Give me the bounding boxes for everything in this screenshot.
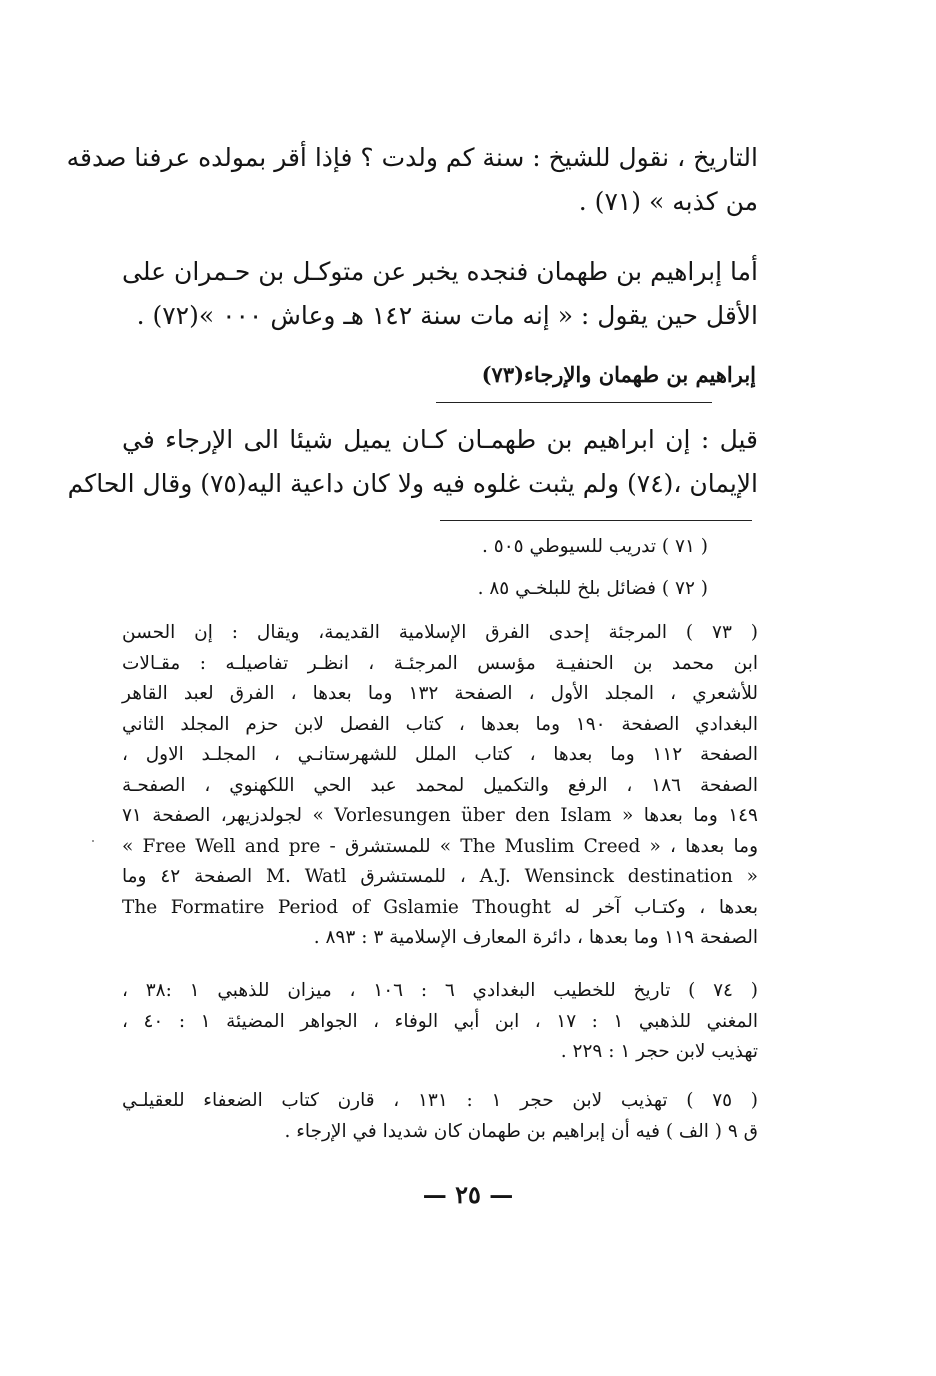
footnote-73-line-5: الصفحة ١١٢ وما بعدها ، كتاب الملل للشهرستانـي ، المجلـد الاول ، bbox=[122, 744, 758, 765]
paragraph-2-line-2: الأقل حين يقول : « إنه مات سنة ١٤٢ هـ وعاش ٠٠٠ »(٧٢) . bbox=[136, 301, 758, 330]
footnote-74-line-1: ( ٧٤ ) تاريخ للخطيب البغدادي ٦ : ١٠٦ ، ميزان للذهبي ١ :٣٨ ، bbox=[122, 980, 758, 1001]
footnote-73-line-2: ابن محمد بن الحنفيـة مؤسس المرجئـة ، انظـر تفاصيلـه : مقـالات bbox=[122, 652, 758, 674]
footnote-75-line-2: ق ٩ ( الف ) فيه أن إبراهيم بن طهمان كان شديدا في الإرجاء . bbox=[284, 1120, 758, 1142]
footnote-71-text: ( ٧١ ) تدريب للسيوطي ٥٠٥ . bbox=[482, 536, 708, 557]
footnote-73-line-3: للأشعري ، المجلد الأول ، الصفحة ١٣٢ وما بعدها ، الفرق لعبد القاهر bbox=[122, 683, 759, 704]
heading-underline bbox=[436, 402, 712, 403]
footnote-73-line-7: ١٤٩ وما بعدها « Vorlesungen über den Islam » لجولدزيهر، الصفحة ٧١ bbox=[122, 805, 758, 826]
page-number: — ٢٥ — bbox=[422, 1180, 514, 1209]
footnote-72 bbox=[122, 574, 758, 605]
paragraph-3-line-2: الإيمان ،(٧٤) ولم يثبت غلوه فيه ولا كان داعية اليه(٧٥) وقال الحاكم bbox=[67, 469, 758, 498]
footnote-74-line-3: تهذيب لابن حجر ١ : ٢٢٩ . bbox=[560, 1041, 758, 1062]
paragraph-1-line-2: من كذبه » (٧١) . bbox=[578, 187, 758, 216]
footnote-74-line-2: المغني للذهبي ١ : ١٧ ، ابن أبي الوفاء ، الجواهر المضيئة ١ : ٤٠ ، bbox=[122, 1010, 759, 1032]
footnote-75-line-1: ( ٧٥ ) تهذيب لابن حجر ١ : ١٣١ ، قارن كتاب الضعفاء للعقيلـي bbox=[122, 1090, 758, 1111]
section-heading: إبراهيم بن طهمان والإرجاء(٧٣) bbox=[481, 362, 756, 387]
paragraph-1-line-1: التاريخ ، نقول للشيخ : سنة كم ولدت ؟ فإذا أقر بمولده عرفنا صدقه bbox=[66, 143, 758, 172]
footnote-separator bbox=[440, 520, 752, 521]
footnote-73-line-4: البغدادي الصفحة ١٩٠ وما بعدها ، كتاب الفصل لابن حزم المجلد الثاني bbox=[122, 713, 758, 735]
footnote-73-line-8: وما بعدها ، « The Muslim Creed » للمستشرق - Free Well and pre » bbox=[122, 835, 759, 857]
footnote-73-line-1: ( ٧٣ ) المرجئة إحدى الفرق الإسلامية القديمة، ويقال : إن الحسن bbox=[122, 622, 758, 643]
scan-speck bbox=[92, 840, 94, 842]
footnote-74 bbox=[122, 976, 758, 1068]
footnote-72-text: ( ٧٢ ) فضائل بلخ للبلخـي ٨٥ . bbox=[477, 578, 708, 599]
paragraph-1 bbox=[66, 136, 758, 224]
footnote-73-line-6: الصفحة ١٨٦ ، الرفع والتكميل لمحمد عبد الحي اللكهنوي ، الصفحـة bbox=[122, 774, 759, 796]
footnote-73 bbox=[122, 618, 758, 954]
paragraph-3-line-1: قيل : إن ابراهيم بن طهمـان كـان يميل شيئا الى الإرجاء في bbox=[122, 425, 758, 454]
footnote-75 bbox=[122, 1086, 758, 1147]
footnote-71 bbox=[122, 532, 758, 563]
footnote-73-line-9: « A.J. Wensinck destination ، للمستشرق M. Watl الصفحة ٤٢ وما bbox=[122, 866, 758, 887]
paragraph-2 bbox=[122, 250, 758, 338]
paragraph-2-line-1: أما إبراهيم بن طهمان فنجده يخبر عن متوكـل بن حـمران على bbox=[122, 257, 758, 286]
footnote-73-line-10: بعدها ، وكتـاب آخر له The Formatire Period of Gslamie Thought bbox=[122, 896, 759, 918]
paragraph-3 bbox=[67, 418, 758, 506]
footnote-73-line-11: الصفحة ١١٩ وما بعدها ، دائرة المعارف الإسلامية ٣ : ٨٩٣ . bbox=[313, 927, 758, 948]
